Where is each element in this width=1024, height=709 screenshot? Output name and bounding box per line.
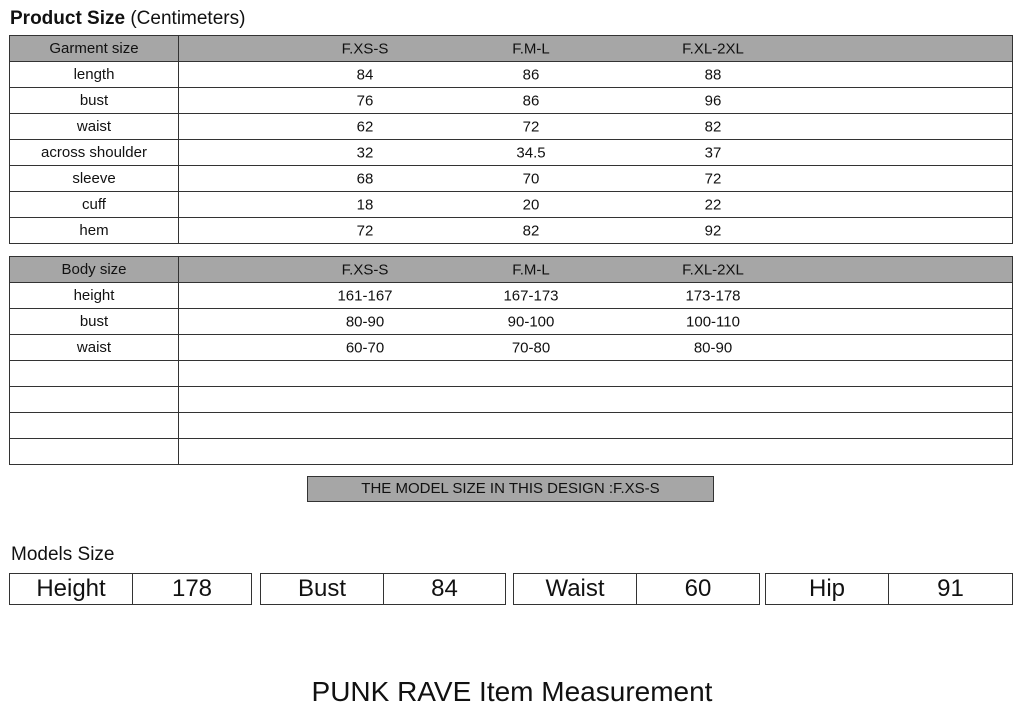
garment-size-table — [9, 35, 1013, 244]
table-cell: 86 — [522, 66, 540, 83]
table-cell: 84 — [356, 66, 374, 83]
table-cell: 72 — [522, 118, 540, 135]
table-cell: 88 — [704, 66, 722, 83]
table-cell: 20 — [522, 196, 540, 213]
model-height-value: 178 — [171, 575, 213, 602]
model-hip-label: Hip — [766, 574, 889, 604]
model-bust-value: 84 — [431, 575, 458, 602]
header-cell: F.M-L — [512, 261, 550, 278]
table-row — [10, 114, 1013, 140]
table-row — [10, 218, 1013, 244]
empty-row — [10, 439, 1013, 465]
table-row — [10, 335, 1013, 361]
model-hip-value: 91 — [937, 575, 964, 602]
model-waist-label: Waist — [514, 574, 637, 604]
row-label: bust — [10, 309, 179, 335]
table-cell: 70 — [522, 170, 540, 187]
table-row — [10, 192, 1013, 218]
model-hip-box — [765, 573, 1013, 605]
table-cell: 18 — [356, 196, 374, 213]
table-cell: 80-90 — [345, 313, 385, 330]
models-size-title: Models Size — [11, 544, 115, 565]
table-row — [10, 166, 1013, 192]
table-cell: 80-90 — [693, 339, 733, 356]
table-cell: 34.5 — [516, 144, 546, 161]
table-row — [10, 88, 1013, 114]
table-header-row — [10, 257, 1013, 283]
table-cell: 167-173 — [503, 287, 559, 304]
table-cell: 68 — [356, 170, 374, 187]
row-label: bust — [10, 88, 179, 114]
table-cell: 82 — [522, 222, 540, 239]
table-cell: 32 — [356, 144, 374, 161]
row-label: across shoulder — [10, 140, 179, 166]
table-cell: 161-167 — [337, 287, 393, 304]
table-cell: 60-70 — [345, 339, 385, 356]
table-cell: 72 — [704, 170, 722, 187]
table-row — [10, 283, 1013, 309]
table-cell: 90-100 — [507, 313, 555, 330]
table-header-row — [10, 36, 1013, 62]
table-cell: 100-110 — [686, 313, 740, 330]
row-label: waist — [10, 114, 179, 140]
row-label: sleeve — [10, 166, 179, 192]
table-cell: 76 — [356, 92, 374, 109]
table-cell: 22 — [704, 196, 722, 213]
empty-row — [10, 413, 1013, 439]
table-row — [10, 309, 1013, 335]
header-cell: F.XS-S — [341, 40, 389, 57]
row-label: cuff — [10, 192, 179, 218]
table-cell: 70-80 — [511, 339, 551, 356]
body-size-table — [9, 256, 1013, 465]
header-cell: F.XS-S — [341, 261, 389, 278]
model-bust-box — [260, 573, 506, 605]
table-cell: 96 — [704, 92, 722, 109]
row-label: waist — [10, 335, 179, 361]
model-size-note: THE MODEL SIZE IN THIS DESIGN :F.XS-S — [307, 476, 714, 502]
row-label: length — [10, 62, 179, 88]
model-waist-value: 60 — [684, 575, 712, 602]
header-cell: F.XL-2XL — [682, 261, 744, 278]
row-label: height — [10, 283, 179, 309]
table-cell: 86 — [522, 92, 540, 109]
model-bust-label: Bust — [261, 574, 384, 604]
table-row — [10, 62, 1013, 88]
header-cell: F.XL-2XL — [682, 40, 744, 57]
footer-caption: PUNK RAVE Item Measurement — [311, 676, 713, 707]
model-height-box — [9, 573, 252, 605]
table-row — [10, 140, 1013, 166]
page-title — [10, 8, 245, 30]
model-height-label: Height — [10, 574, 133, 604]
empty-row — [10, 387, 1013, 413]
model-waist-box — [513, 573, 760, 605]
title-unit: (Centimeters) — [125, 8, 246, 29]
row-label: hem — [10, 218, 179, 244]
table-cell: 37 — [704, 144, 722, 161]
header-cell: Garment size — [10, 36, 179, 62]
header-cell: F.M-L — [512, 40, 550, 57]
table-cell: 72 — [356, 222, 374, 239]
table-cell: 62 — [356, 118, 374, 135]
empty-row — [10, 361, 1013, 387]
table-cell: 173-178 — [685, 287, 741, 304]
title-bold: Product Size — [10, 8, 126, 29]
header-cell: Body size — [10, 257, 179, 283]
table-cell: 92 — [704, 222, 722, 239]
table-cell: 82 — [704, 118, 722, 135]
